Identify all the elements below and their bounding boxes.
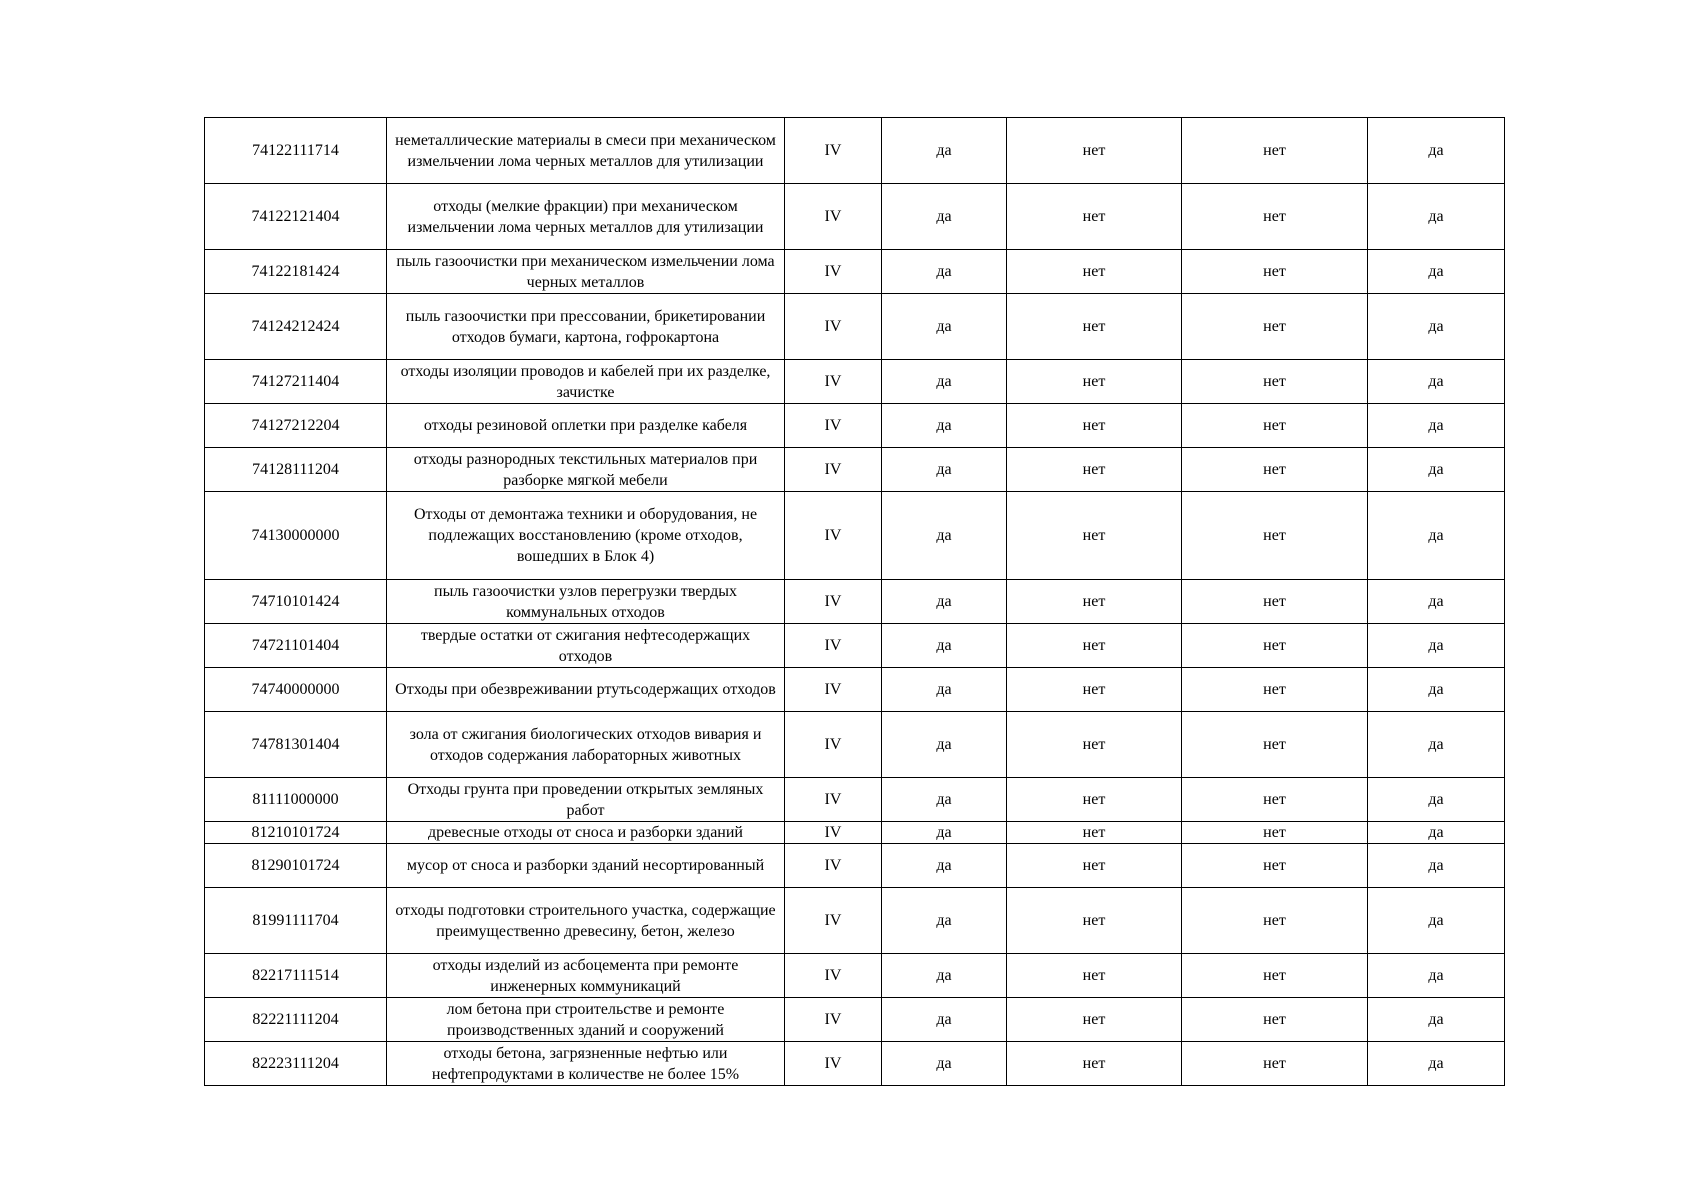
column-5-cell: нет (1007, 448, 1182, 492)
column-6-cell: нет (1182, 448, 1368, 492)
column-7-cell: да (1368, 668, 1505, 712)
column-4-cell: да (882, 712, 1007, 778)
waste-name-cell: пыль газоочистки при механическом измельчении лома черных металлов (387, 250, 785, 294)
column-7-cell: да (1368, 624, 1505, 668)
table-row (205, 250, 1505, 294)
hazard-class-cell: IV (785, 184, 882, 250)
column-5-cell: нет (1007, 712, 1182, 778)
waste-code-cell: 74127212204 (205, 404, 387, 448)
waste-name-cell: Отходы от демонтажа техники и оборудования, не подлежащих восстановлению (кроме отходов, вошедших в Блок 4) (387, 492, 785, 580)
waste-code-cell: 74710101424 (205, 580, 387, 624)
hazard-class-cell: IV (785, 404, 882, 448)
waste-code-cell: 74721101404 (205, 624, 387, 668)
column-6-cell: нет (1182, 404, 1368, 448)
column-4-cell: да (882, 360, 1007, 404)
column-6-cell: нет (1182, 712, 1368, 778)
column-5-cell: нет (1007, 1042, 1182, 1086)
column-7-cell: да (1368, 184, 1505, 250)
column-5-cell: нет (1007, 360, 1182, 404)
column-5-cell: нет (1007, 580, 1182, 624)
waste-table (204, 117, 1505, 1086)
waste-code-cell: 82223111204 (205, 1042, 387, 1086)
column-4-cell: да (882, 668, 1007, 712)
table-row (205, 118, 1505, 184)
column-4-cell: да (882, 998, 1007, 1042)
column-6-cell: нет (1182, 580, 1368, 624)
hazard-class-cell: IV (785, 448, 882, 492)
column-4-cell: да (882, 448, 1007, 492)
waste-code-cell: 74122111714 (205, 118, 387, 184)
column-5-cell: нет (1007, 998, 1182, 1042)
waste-code-cell: 74128111204 (205, 448, 387, 492)
waste-name-cell: пыль газоочистки узлов перегрузки твердых коммунальных отходов (387, 580, 785, 624)
table-row (205, 294, 1505, 360)
column-7-cell: да (1368, 580, 1505, 624)
waste-name-cell: отходы разнородных текстильных материалов при разборке мягкой мебели (387, 448, 785, 492)
waste-name-cell: твердые остатки от сжигания нефтесодержащих отходов (387, 624, 785, 668)
hazard-class-cell: IV (785, 250, 882, 294)
column-4-cell: да (882, 954, 1007, 998)
column-6-cell: нет (1182, 778, 1368, 822)
table-row (205, 954, 1505, 998)
column-4-cell: да (882, 822, 1007, 844)
column-7-cell: да (1368, 998, 1505, 1042)
hazard-class-cell: IV (785, 844, 882, 888)
waste-code-cell: 82221111204 (205, 998, 387, 1042)
hazard-class-cell: IV (785, 998, 882, 1042)
column-5-cell: нет (1007, 624, 1182, 668)
table-row (205, 1042, 1505, 1086)
table-body (205, 118, 1505, 1086)
waste-name-cell: Отходы при обезвреживании ртутьсодержащих отходов (387, 668, 785, 712)
hazard-class-cell: IV (785, 668, 882, 712)
column-4-cell: да (882, 294, 1007, 360)
column-6-cell: нет (1182, 624, 1368, 668)
table-row (205, 668, 1505, 712)
column-7-cell: да (1368, 1042, 1505, 1086)
column-4-cell: да (882, 580, 1007, 624)
waste-name-cell: отходы подготовки строительного участка, содержащие преимущественно древесину, бетон, железо (387, 888, 785, 954)
waste-code-cell: 81210101724 (205, 822, 387, 844)
waste-name-cell: мусор от сноса и разборки зданий несортированный (387, 844, 785, 888)
column-5-cell: нет (1007, 668, 1182, 712)
column-6-cell: нет (1182, 822, 1368, 844)
column-5-cell: нет (1007, 844, 1182, 888)
column-5-cell: нет (1007, 250, 1182, 294)
hazard-class-cell: IV (785, 712, 882, 778)
column-4-cell: да (882, 1042, 1007, 1086)
column-7-cell: да (1368, 954, 1505, 998)
column-7-cell: да (1368, 404, 1505, 448)
column-6-cell: нет (1182, 184, 1368, 250)
column-6-cell: нет (1182, 360, 1368, 404)
table-row (205, 404, 1505, 448)
column-4-cell: да (882, 184, 1007, 250)
waste-name-cell: отходы (мелкие фракции) при механическом измельчении лома черных металлов для утилизации (387, 184, 785, 250)
column-5-cell: нет (1007, 492, 1182, 580)
table-row (205, 184, 1505, 250)
waste-name-cell: отходы резиновой оплетки при разделке кабеля (387, 404, 785, 448)
waste-code-cell: 82217111514 (205, 954, 387, 998)
column-7-cell: да (1368, 778, 1505, 822)
column-7-cell: да (1368, 844, 1505, 888)
column-6-cell: нет (1182, 492, 1368, 580)
hazard-class-cell: IV (785, 888, 882, 954)
table-row (205, 492, 1505, 580)
hazard-class-cell: IV (785, 492, 882, 580)
column-5-cell: нет (1007, 294, 1182, 360)
column-5-cell: нет (1007, 822, 1182, 844)
column-6-cell: нет (1182, 954, 1368, 998)
waste-name-cell: отходы изоляции проводов и кабелей при их разделке, зачистке (387, 360, 785, 404)
waste-code-cell: 74127211404 (205, 360, 387, 404)
waste-code-cell: 74130000000 (205, 492, 387, 580)
table-row (205, 778, 1505, 822)
column-6-cell: нет (1182, 998, 1368, 1042)
column-7-cell: да (1368, 294, 1505, 360)
waste-code-cell: 81111000000 (205, 778, 387, 822)
column-4-cell: да (882, 888, 1007, 954)
waste-name-cell: древесные отходы от сноса и разборки зданий (387, 822, 785, 844)
column-6-cell: нет (1182, 294, 1368, 360)
waste-name-cell: зола от сжигания биологических отходов вивария и отходов содержания лабораторных животных (387, 712, 785, 778)
column-6-cell: нет (1182, 118, 1368, 184)
table-row (205, 580, 1505, 624)
column-6-cell: нет (1182, 1042, 1368, 1086)
column-4-cell: да (882, 844, 1007, 888)
column-5-cell: нет (1007, 118, 1182, 184)
column-5-cell: нет (1007, 778, 1182, 822)
waste-code-cell: 81290101724 (205, 844, 387, 888)
column-7-cell: да (1368, 118, 1505, 184)
hazard-class-cell: IV (785, 294, 882, 360)
table-row (205, 888, 1505, 954)
column-7-cell: да (1368, 492, 1505, 580)
column-5-cell: нет (1007, 888, 1182, 954)
column-7-cell: да (1368, 822, 1505, 844)
waste-name-cell: неметаллические материалы в смеси при механическом измельчении лома черных металлов для утилизации (387, 118, 785, 184)
column-7-cell: да (1368, 250, 1505, 294)
column-4-cell: да (882, 778, 1007, 822)
column-5-cell: нет (1007, 404, 1182, 448)
waste-name-cell: лом бетона при строительстве и ремонте производственных зданий и сооружений (387, 998, 785, 1042)
column-4-cell: да (882, 624, 1007, 668)
column-6-cell: нет (1182, 844, 1368, 888)
column-7-cell: да (1368, 712, 1505, 778)
column-5-cell: нет (1007, 184, 1182, 250)
column-6-cell: нет (1182, 668, 1368, 712)
waste-name-cell: отходы бетона, загрязненные нефтью или нефтепродуктами в количестве не более 15% (387, 1042, 785, 1086)
table-row (205, 822, 1505, 844)
column-6-cell: нет (1182, 888, 1368, 954)
hazard-class-cell: IV (785, 778, 882, 822)
waste-name-cell: пыль газоочистки при прессовании, брикетировании отходов бумаги, картона, гофрокартона (387, 294, 785, 360)
hazard-class-cell: IV (785, 360, 882, 404)
hazard-class-cell: IV (785, 954, 882, 998)
waste-code-cell: 81991111704 (205, 888, 387, 954)
waste-code-cell: 74122181424 (205, 250, 387, 294)
waste-code-cell: 74781301404 (205, 712, 387, 778)
column-7-cell: да (1368, 448, 1505, 492)
table-row (205, 712, 1505, 778)
hazard-class-cell: IV (785, 822, 882, 844)
hazard-class-cell: IV (785, 1042, 882, 1086)
table-row (205, 998, 1505, 1042)
waste-code-cell: 74124212424 (205, 294, 387, 360)
hazard-class-cell: IV (785, 624, 882, 668)
column-6-cell: нет (1182, 250, 1368, 294)
waste-name-cell: Отходы грунта при проведении открытых земляных работ (387, 778, 785, 822)
hazard-class-cell: IV (785, 118, 882, 184)
column-5-cell: нет (1007, 954, 1182, 998)
table-row (205, 844, 1505, 888)
table-row (205, 360, 1505, 404)
column-7-cell: да (1368, 360, 1505, 404)
column-4-cell: да (882, 492, 1007, 580)
waste-name-cell: отходы изделий из асбоцемента при ремонте инженерных коммуникаций (387, 954, 785, 998)
hazard-class-cell: IV (785, 580, 882, 624)
column-4-cell: да (882, 404, 1007, 448)
table-row (205, 448, 1505, 492)
column-4-cell: да (882, 118, 1007, 184)
waste-code-cell: 74740000000 (205, 668, 387, 712)
column-4-cell: да (882, 250, 1007, 294)
table-row (205, 624, 1505, 668)
column-7-cell: да (1368, 888, 1505, 954)
waste-code-cell: 74122121404 (205, 184, 387, 250)
